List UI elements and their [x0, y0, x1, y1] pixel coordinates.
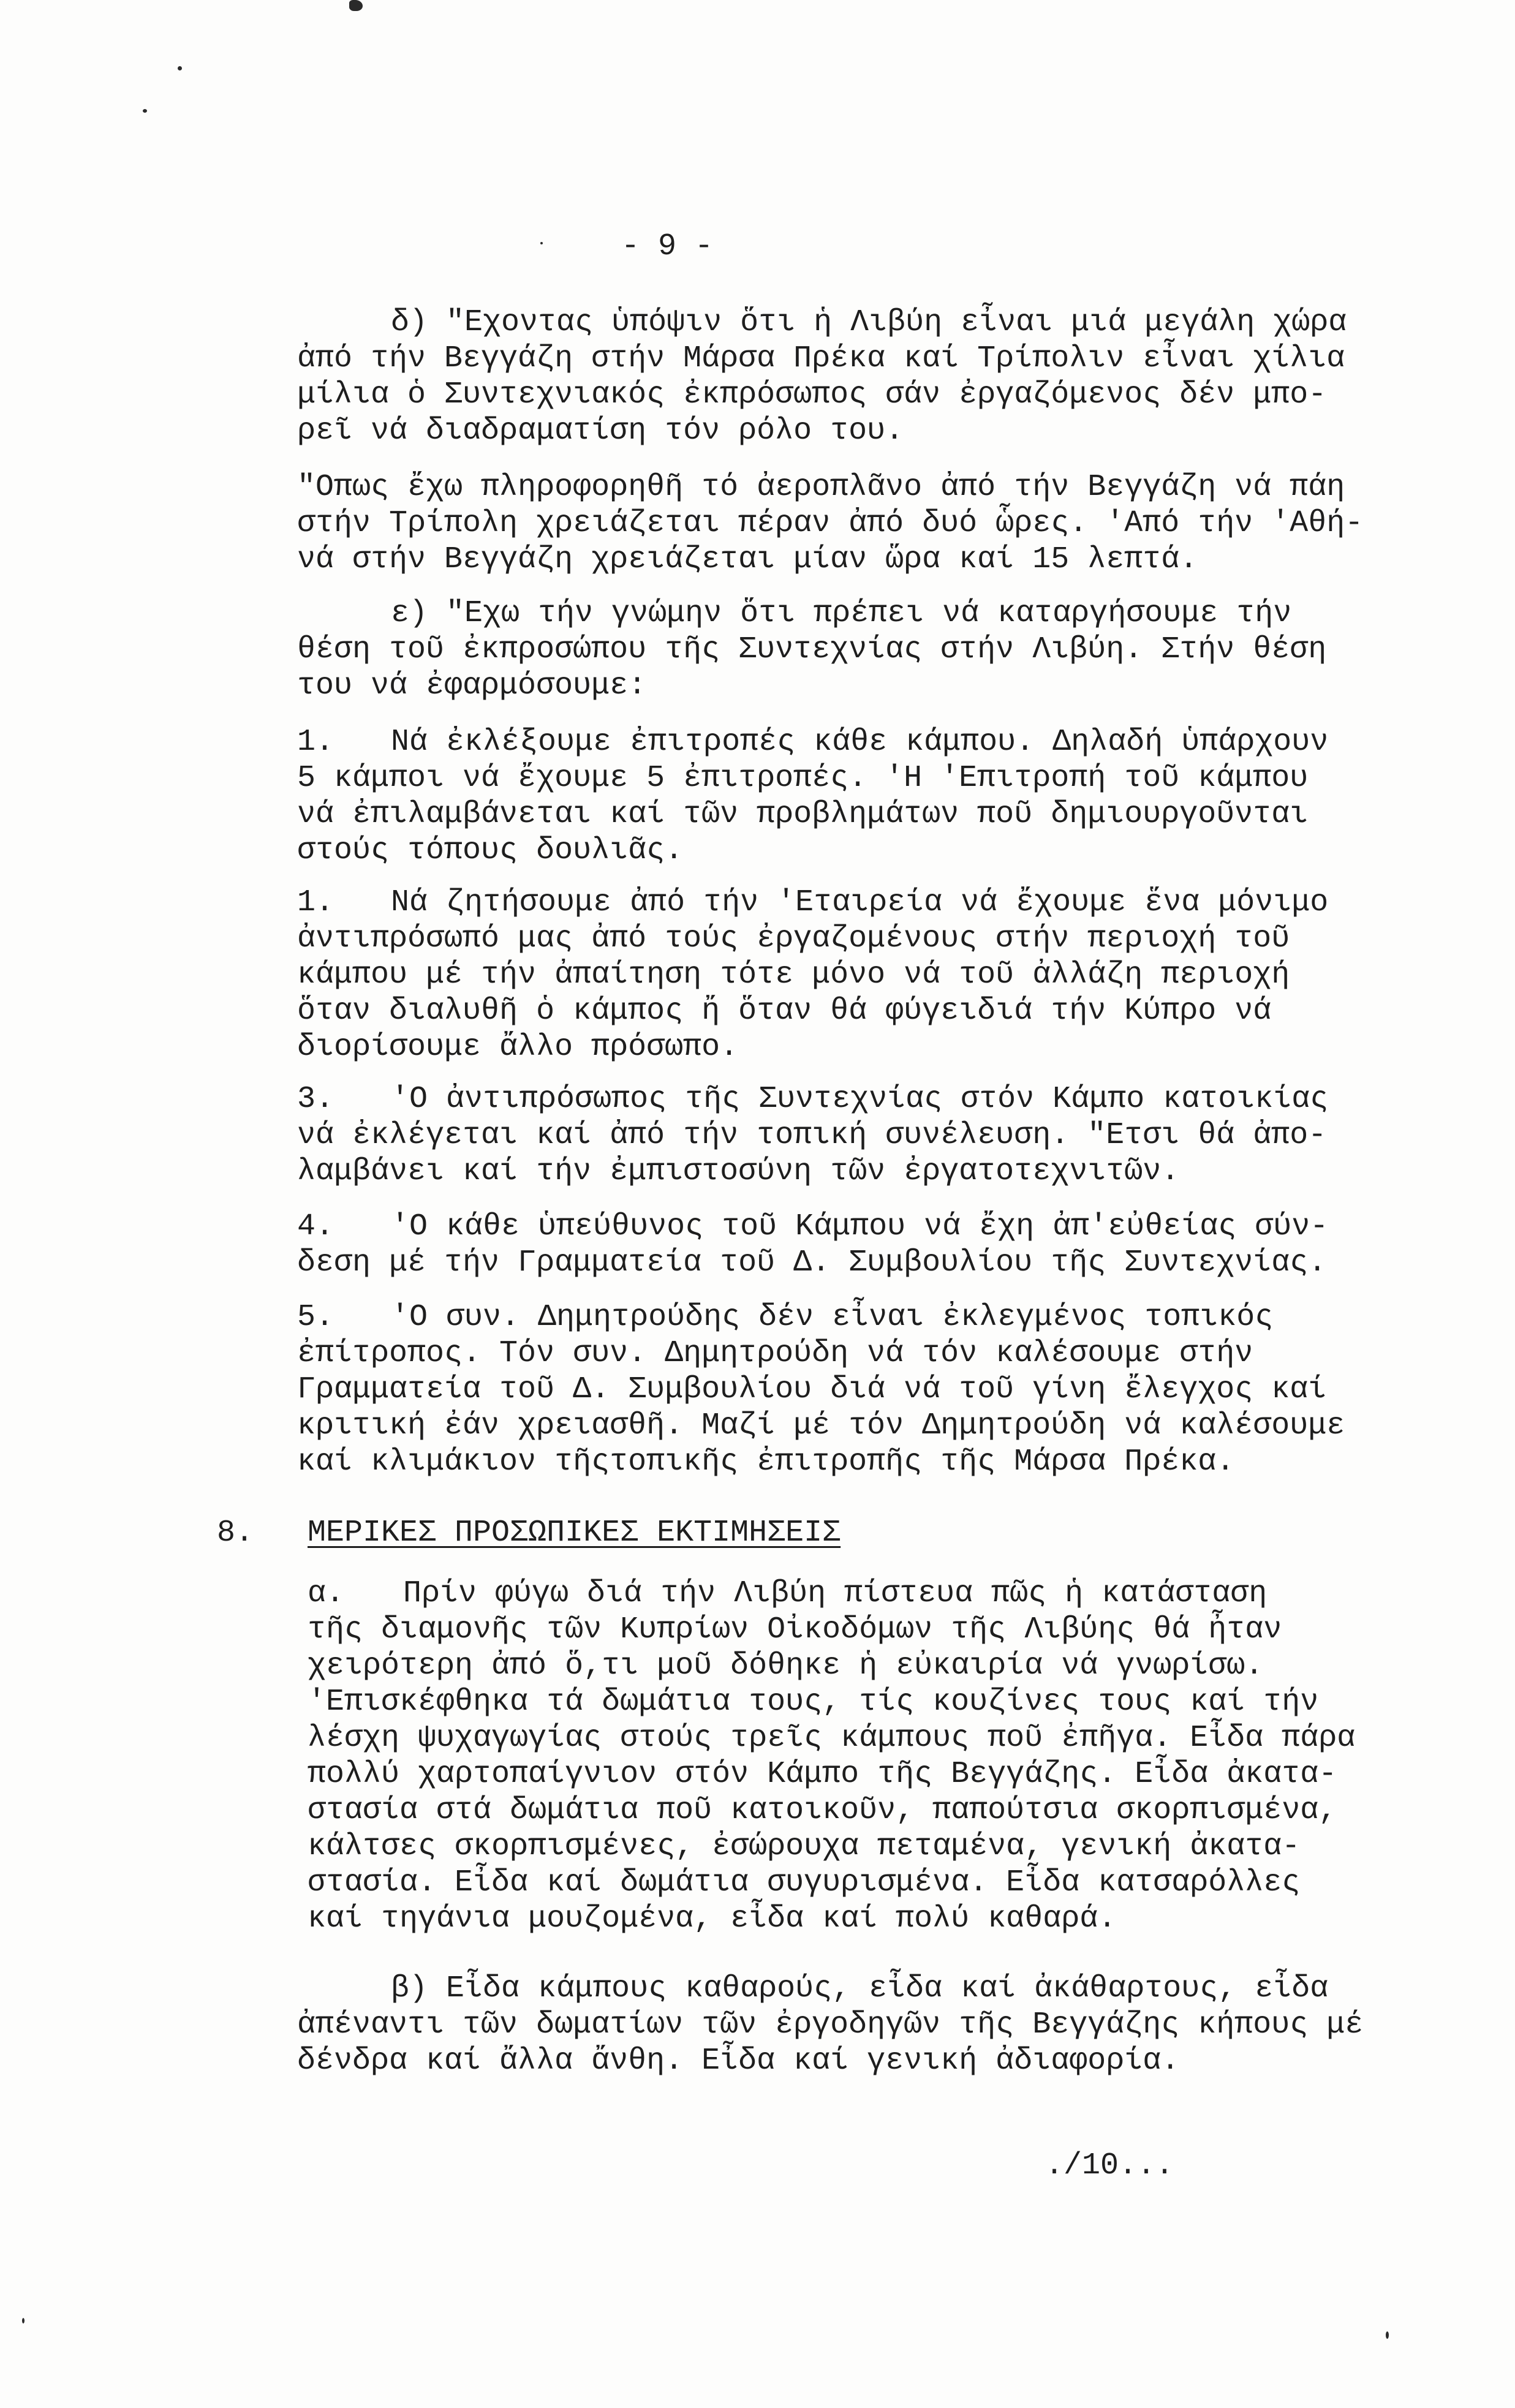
text-line: δεση μέ τήν Γραμματεία τοῦ Δ. Συμβουλίου τῆς Συντεχνίας. [297, 1245, 1327, 1280]
text-span: Νά ἐκλέξουμε ἐπιτροπές κάθε κάμπου. Δηλαδή ὑπάρχουν [391, 725, 1329, 760]
list-item [297, 1299, 1345, 1480]
text-line: χειρότερη ἀπό ὅ,τι μοῦ δόθηκε ἡ εὐκαιρία νά γνωρίσω. [308, 1648, 1264, 1683]
scan-speck [349, 0, 363, 11]
item-number: 5. [297, 1300, 334, 1335]
text-line: δ) "Εχοντας ὑπόψιν ὅτι ἡ Λιβύη εἶναι μιά μεγάλη χώρα [391, 305, 1347, 340]
paragraph-label: α. [308, 1576, 345, 1611]
text-line: Γραμματεία τοῦ Δ. Συμβουλίου διά νά τοῦ γίνη ἔλεγχος καί [297, 1372, 1327, 1407]
text-line: καί τηγάνια μουζομένα, εἶδα καί πολύ καθαρά. [308, 1901, 1117, 1936]
heading-title: ΜΕΡΙΚΕΣ ΠΡΟΣΩΠΙΚΕΣ ΕΚΤΙΜΗΣΕΙΣ [308, 1515, 841, 1550]
text-line: πολλύ χαρτοπαίγνιον στόν Κάμπο τῆς Βεγγάζης. Εἶδα ἀκατα- [308, 1757, 1337, 1792]
scan-speck [540, 242, 543, 244]
list-item [297, 1209, 1328, 1281]
text-line: β) Εἶδα κάμπους καθαρούς, εἶδα καί ἀκάθαρτους, εἶδα [391, 1971, 1329, 2006]
text-line: ρεῖ νά διαδραματίση τόν ρόλο του. [297, 413, 904, 448]
text-line: διορίσουμε ἄλλο πρόσωπο. [297, 1030, 739, 1065]
text-line: λέσχη ψυχαγωγίας στούς τρεῖς κάμπους ποῦ ἐπῆγα. Εἶδα πάρα [308, 1721, 1356, 1756]
list-item [297, 724, 1328, 869]
text-line: 5 κάμποι νά ἔχουμε 5 ἐπιτροπές. 'Η 'Επιτροπή τοῦ κάμπου [297, 761, 1309, 796]
text-line: ἀπό τήν Βεγγάζη στήν Μάρσα Πρέκα καί Τρίπολιν εἶναι χίλια [297, 341, 1345, 376]
text-span: 'Ο ἀντιπρόσωπος τῆς Συντεχνίας στόν Κάμπο κατοικίας [391, 1082, 1329, 1117]
text-line [297, 724, 1328, 760]
text-line: ἐπίτροπος. Τόν συν. Δημητρούδη νά τόν καλέσουμε στήν [297, 1336, 1253, 1371]
text-line [308, 1576, 1355, 1612]
text-line: ἀντιπρόσωπό μας ἀπό τούς ἐργαζομένους στήν περιοχή τοῦ [297, 921, 1290, 956]
text-span: Πρίν φύγω διά τήν Λιβύη πίστευα πῶς ἡ κατάσταση [403, 1576, 1268, 1611]
item-number: 4. [297, 1209, 334, 1244]
heading-line [217, 1515, 841, 1551]
scan-speck [143, 109, 147, 113]
text-line [297, 1081, 1328, 1117]
section-number: 8. [217, 1515, 254, 1550]
paragraph-opos [297, 469, 1363, 578]
list-item [297, 1081, 1328, 1190]
text-span: 'Ο κάθε ὑπεύθυνος τοῦ Κάμπου νά ἔχη ἀπ'εὐθείας σύν- [391, 1209, 1329, 1244]
continuation-marker: ./10... [1045, 2148, 1174, 2183]
paragraph-d [297, 304, 1347, 449]
text-line: κάλτσες σκορπισμένες, ἐσώρουχα πεταμένα, γενική ἀκατα- [308, 1829, 1301, 1864]
text-line: τῆς διαμονῆς τῶν Κυπρίων Οἰκοδόμων τῆς Λιβύης θά ἦταν [308, 1612, 1282, 1647]
item-number: 1. [297, 885, 334, 920]
text-span: Νά ζητήσουμε ἀπό τήν 'Εταιρεία νά ἔχουμε ἕνα μόνιμο [391, 885, 1329, 920]
text-span: 'Ο συν. Δημητρούδης δέν εἶναι ἐκλεγμένος τοπικός [391, 1300, 1274, 1335]
paragraph-a [308, 1576, 1355, 1937]
text-line: κάμπου μέ τήν ἀπαίτηση τότε μόνο νά τοῦ ἀλλάζη περιοχή [297, 957, 1290, 992]
section-heading [217, 1515, 841, 1551]
text-line: καί κλιμάκιον τῆςτοπικῆς ἐπιτροπῆς τῆς Μάρσα Πρέκα. [297, 1444, 1235, 1479]
page-number: - 9 - [621, 229, 714, 264]
text-line: ἀπέναντι τῶν δωματίων τῶν ἐργοδηγῶν τῆς Βεγγάζης κήπους μέ [297, 2007, 1364, 2042]
scan-speck [1386, 2331, 1389, 2339]
text-line [297, 885, 1328, 921]
list-item [297, 885, 1328, 1065]
scan-speck [178, 66, 182, 70]
text-line: 'Επισκέφθηκα τά δωμάτια τους, τίς κουζίνες τους καί τήν [308, 1685, 1319, 1719]
text-line: νά ἐπιλαμβάνεται καί τῶν προβλημάτων ποῦ δημιουργοῦνται [297, 797, 1309, 832]
text-line: νά ἐκλέγεται καί ἀπό τήν τοπική συνέλευση. "Ετσι θά ἀπο- [297, 1118, 1327, 1153]
text-line: λαμβάνει καί τήν ἐμπιστοσύνη τῶν ἐργατοτεχνιτῶν. [297, 1154, 1180, 1189]
text-line: θέση τοῦ ἐκπροσώπου τῆς Συντεχνίας στήν Λιβύη. Στήν θέση [297, 632, 1327, 667]
text-line: στήν Τρίπολη χρειάζεται πέραν ἀπό δυό ὧρες. 'Από τήν 'Αθή- [297, 506, 1364, 541]
text-line: "Οπως ἔχω πληροφορηθῆ τό ἀεροπλᾶνο ἀπό τήν Βεγγάζη νά πάη [297, 470, 1345, 505]
paragraph-e [297, 595, 1326, 704]
text-line: ὅταν διαλυθῆ ὁ κάμπος ἤ ὅταν θά φύγειδιά τήν Κύπρο νά [297, 994, 1272, 1028]
text-line: στασία στά δωμάτια ποῦ κατοικοῦν, παπούτσια σκορπισμένα, [308, 1793, 1337, 1828]
scan-speck [22, 2318, 25, 2323]
text-line: μίλια ὁ Συντεχνιακός ἐκπρόσωπος σάν ἐργαζόμενος δέν μπο- [297, 377, 1327, 412]
text-line: ε) "Εχω τήν γνώμην ὅτι πρέπει νά καταργήσουμε τήν [391, 596, 1292, 631]
item-number: 1. [297, 725, 334, 760]
text-line: νά στήν Βεγγάζη χρειάζεται μίαν ὥρα καί 15 λεπτά. [297, 542, 1198, 577]
item-number: 3. [297, 1082, 334, 1117]
text-line [297, 1209, 1328, 1245]
text-line: του νά ἐφαρμόσουμε: [297, 668, 647, 703]
text-line [297, 1299, 1345, 1335]
text-line: δένδρα καί ἄλλα ἄνθη. Εἶδα καί γενική ἀδιαφορία. [297, 2044, 1180, 2078]
text-line: στούς τόπους δουλιᾶς. [297, 833, 684, 868]
text-line: στασία. Εἶδα καί δωμάτια συγυρισμένα. Εἶδα κατσαρόλλες [308, 1865, 1301, 1900]
text-line: κριτική ἐάν χρειασθῆ. Μαζί μέ τόν Δημητρούδη νά καλέσουμε [297, 1408, 1345, 1443]
paragraph-b [297, 1971, 1363, 2079]
